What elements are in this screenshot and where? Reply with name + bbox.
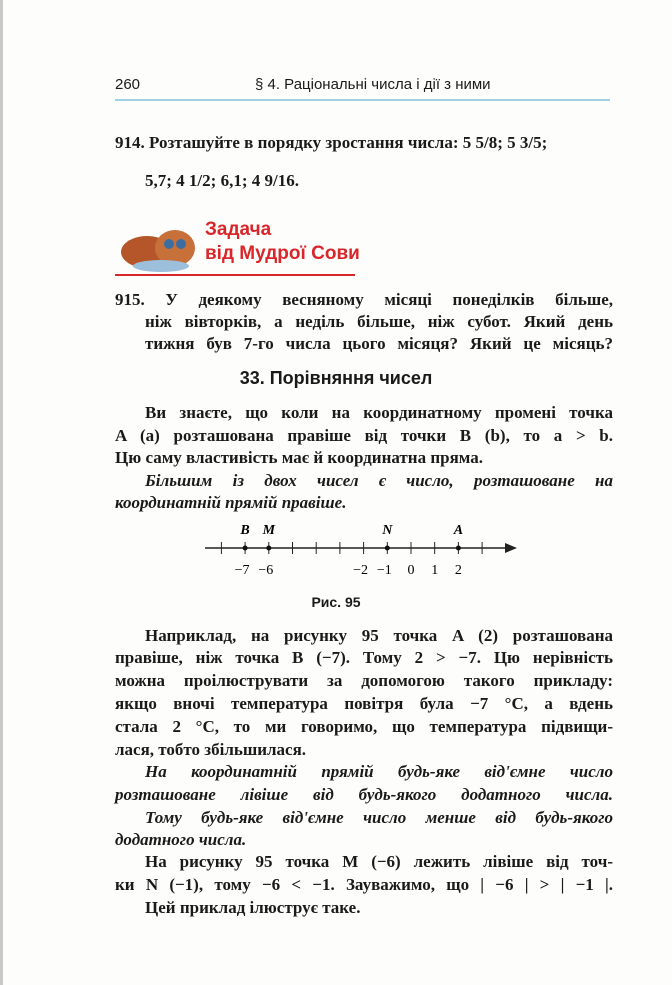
paragraph-line: ки N (−1), тому −6 < −1. Зауважимо, що | −6 | > | −1 |. — [115, 875, 613, 894]
paragraph-line: можна проілюструвати за допомогою такого прикладу: — [115, 671, 613, 690]
tick-label: −6 — [258, 563, 274, 578]
page-edge — [0, 0, 3, 985]
point-A — [456, 546, 461, 551]
number-item: 5,7 — [145, 171, 167, 190]
paragraph-line: Цей приклад ілюструє таке. — [145, 898, 361, 917]
task-914-line1: 914. Розташуйте в порядку зростання числа: 5 5/8; 5 3/5; — [115, 133, 548, 152]
task-number: 914. — [115, 133, 145, 152]
rule-line: розташоване лівіше від будь-якого додатного числа. — [115, 785, 613, 804]
paragraph-line: Тому будь-яке від'ємне число менше від будь-якого — [145, 808, 613, 827]
axis-arrow-icon — [505, 543, 517, 553]
number-item: 5 5/8 — [462, 133, 498, 152]
tick-label: −1 — [376, 563, 392, 578]
paragraph-line: якщо вночі температура повітря була −7 °С, а вдень — [115, 694, 613, 713]
tick-label: −2 — [353, 563, 369, 578]
paragraph-line: стала 2 °С, то ми говоримо, що температура підвищи- — [115, 717, 613, 736]
task-914-line2: 5,7; 4 1/2; 6,1; 4 9/16. — [145, 171, 299, 190]
number-item: 4 1/2 — [176, 171, 211, 190]
page-number: 260 — [115, 76, 141, 93]
owl-title-line: від Мудрої Сови — [205, 243, 360, 264]
owl-task-title — [205, 218, 360, 266]
task-915-line: 915. У деякому весняному місяці понеділків більше, — [115, 290, 613, 309]
task-text: Розташуйте в порядку зростання числа: — [149, 133, 459, 152]
section-header: § 4. Раціональні числа і дії з ними — [255, 76, 491, 93]
rule-line: На координатній прямій будь-яке від'ємне число — [145, 762, 613, 781]
header-rule — [115, 99, 610, 101]
point-label: A — [453, 523, 464, 538]
task-915-line: тижня був 7-го числа цього місяця? Який це місяць? — [145, 334, 613, 353]
paragraph-line: лася, тобто збільшилася. — [115, 740, 307, 759]
point-B — [243, 546, 248, 551]
paragraph-line: На рисунку 95 точка M (−6) лежить лівіше від точ- — [145, 852, 613, 871]
number-item: 5 3/5 — [507, 133, 542, 152]
owl-title-line: Задача — [205, 219, 272, 240]
point-M — [266, 546, 271, 551]
point-label: B — [240, 523, 250, 538]
paragraph-line: правіше, ніж точка B (−7). Тому 2 > −7. Цю нерівність — [115, 648, 613, 667]
paragraph-line: Наприклад, на рисунку 95 точка A (2) розташована — [145, 626, 613, 645]
rule-line: координатній прямій правіше. — [115, 493, 347, 512]
paragraph-line: додатного числа. — [115, 830, 247, 849]
paragraph-line: A (a) розташована правіше від точки B (b), то a > b. — [115, 426, 613, 445]
paragraph-line: Ви знаєте, що коли на координатному промені точка — [145, 403, 613, 422]
tick-label: 1 — [431, 563, 439, 578]
task-915-line: ніж вівторків, а неділь більше, ніж субот. Який день — [145, 312, 613, 331]
owl-rule — [115, 274, 355, 276]
point-label: M — [262, 523, 276, 538]
point-label: N — [382, 523, 393, 538]
tick-label: 0 — [407, 563, 415, 578]
number-line-figure — [195, 518, 525, 588]
point-N — [385, 546, 390, 551]
number-item: 4 9/16 — [251, 171, 295, 190]
figure-caption: Рис. 95 — [311, 594, 361, 610]
owl-illustration-icon — [117, 222, 205, 274]
tick-label: −7 — [234, 563, 250, 578]
tick-label: 2 — [454, 563, 462, 578]
section-title: 33. Порівняння чисел — [239, 368, 433, 388]
paragraph-line: Цю саму властивість має й координатна пряма. — [115, 448, 483, 467]
number-item: 6,1 — [220, 171, 242, 190]
rule-line: Більшим із двох чисел є число, розташоване на — [145, 471, 613, 490]
